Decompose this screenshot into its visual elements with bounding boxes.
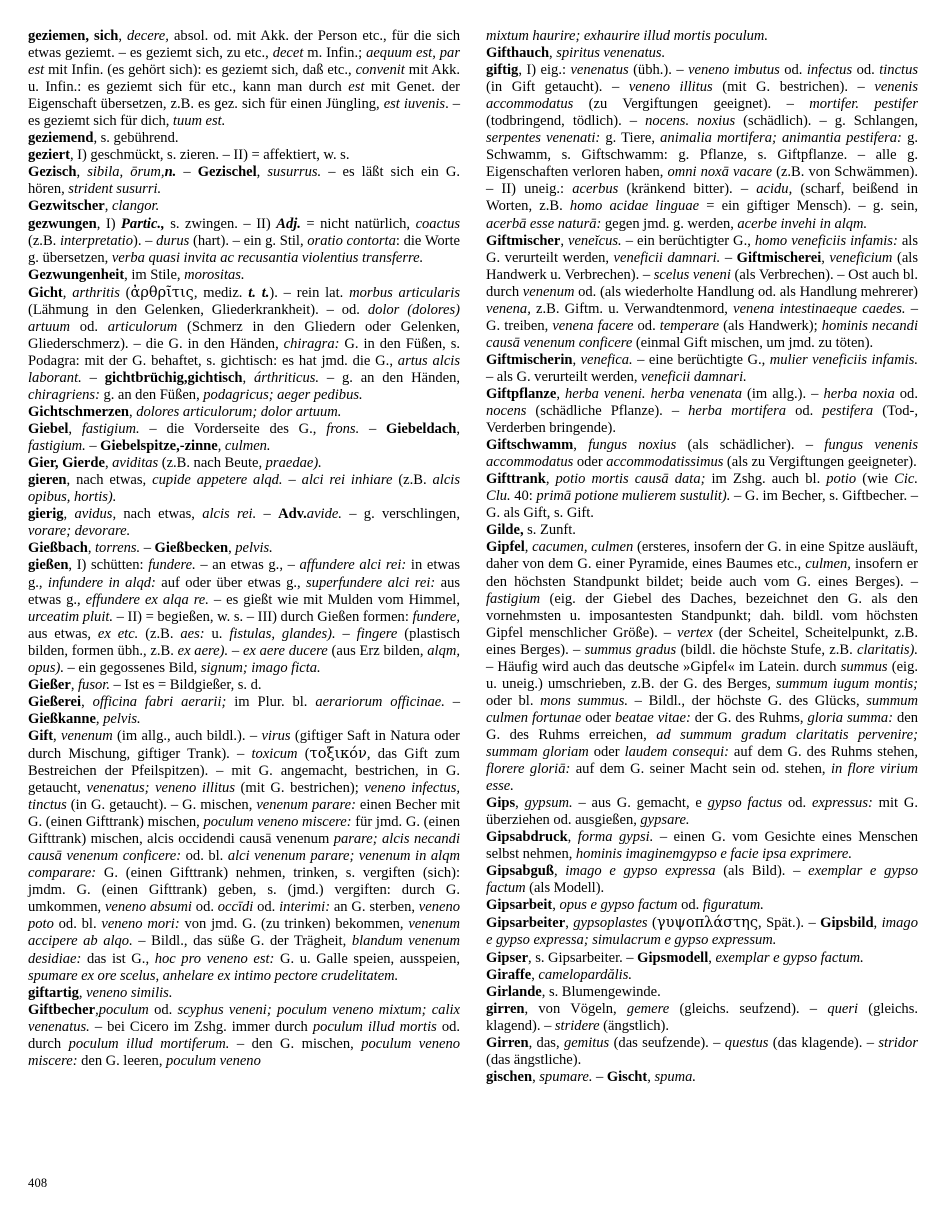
dictionary-entry: Gilde, s. Zunft. <box>486 522 576 539</box>
dictionary-entry: Gichtschmerzen, dolores articulorum; dolor artuum. <box>28 404 342 421</box>
page-columns <box>28 28 919 1086</box>
dictionary-entry: gischen, spumare. – Gischt, spuma. <box>486 1068 697 1085</box>
dictionary-entry: Gipsabdruck, forma gypsi. – einen G. vom Gesichte eines Menschen selbst nehmen, hominis imaginemgypso e facie ipsa exprimere. <box>486 829 918 863</box>
dictionary-entry: Girlande, s. Blumengewinde. <box>486 983 661 1000</box>
dictionary-entry: Gipsarbeiter, gypsoplastes (γυψοπλάστης, Spät.). – Gipsbild, imago e gypso expressa; simulacrum e gypso expressum. <box>486 914 918 949</box>
dictionary-entry: Giftmischerin, venefica. – eine berüchtigte G., mulier veneficiis infamis. – als G. verurteilt werden, veneficii damnari. <box>486 351 918 385</box>
dictionary-entry: Gezisch, sibila, ōrum,n. – Gezischel, susurrus. – es läßt sich ein G. hören, strident susurri. <box>28 164 460 198</box>
dictionary-entry: giftig, I) eig.: venenatus (übh.). – veneno imbutus od. infectus od. tinctus (in Gift getaucht). – veneno illitus (mit G. bestrichen). – venenis accommodatus (zu Vergiftungen geeignet). – mortifer. pestifer (todbringend, tödlich). – nocens. noxius (schädlich). – g. Schlangen, serpentes venenati: g. Tiere, animalia mortifera; animantia pestifera: g. Schwamm, s. Giftschwamm: g. Pflanze, s. Giftpflanze. – alle g. Eigenschaften verloren haben, omni noxā vacare (z.B. von Schwämmen). – II) uneig.: acerbus (kränkend bitter). – acidu, (scharf, beißend in Worten, z.B. homo acidae linguae = ein giftiger Mensch). – g. sein, acerbā esse naturā: gegen jmd. g. werden, acerbe invehi in alqm. <box>486 62 919 232</box>
dictionary-entry: Gier, Gierde, aviditas (z.B. nach Beute, praedae). <box>28 455 322 472</box>
dictionary-entry: Gipfel, cacumen, culmen (ersteres, insofern der G. in eine Spitze ausläuft, daher von dem G. einer Pyramide, eines Baumes etc., culmen, insofern er den höchsten Standpunkt bildet; beide auch vom G. eines Berges). – fastigium (eig. der Giebel des Daches, bezeichnet den G. als den vornehmsten u. imposantesten Standpunkt; dah. bildl. vom höchsten Gipfel menschlicher Größe). – vertex (der Scheitel, Scheitelpunkt, z.B. eines Berges). – summus gradus (bildl. die höchste Stufe, z.B. claritatis). – Häufig wird auch das deutsche »Gipfel« im Latein. durch summus (eig. u. uneig.) umschrieben, z.B. der G. des Berges, summum iugum montis; oder bl. mons summus. – Bildl., der höchste G. des Glücks, summum culmen fortunae oder beatae vitae: der G. des Ruhms, gloria summa: den G. des Ruhms erreichen, ad summum gradum claritatis pervenire; summam gloriam oder laudem consequi: auf dem G. des Ruhms stehen, florere gloriā: auf dem G. seiner Macht sein od. stehen, in flore virium esse. <box>486 539 919 795</box>
dictionary-entry: Giraffe, camelopardălis. <box>486 966 633 983</box>
dictionary-entry: mixtum haurire; exhaurire illud mortis poculum. <box>486 28 769 44</box>
dictionary-entry: geziemen, sich, decere, absol. od. mit Akk. der Person etc., für die sich etwas geziemt. – es geziemt sich, zu etc., decet m. Infin.; aequum est, par est mit Infin. (es gehört sich): es geziemt sich, daß etc., convenit mit Akk. u. Infin.: es geziemt sich für etc., kann man durch est mit Genet. der Eigenschaft übersetzen, z.B. es gez. sich für einen Jüngling, est iuvenis. – es geziemt sich für dich, tuum est. <box>28 28 461 130</box>
dictionary-entry: gierig, avidus, nach etwas, alcis rei. – Adv.avide. – g. verschlingen, vorare; devorare. <box>28 506 460 540</box>
dictionary-entry: Gifthauch, spiritus venenatus. <box>486 45 666 62</box>
dictionary-entry: Gießerei, officina fabri aerarii; im Plur. bl. aerariorum officinae. – Gießkanne, pelvis. <box>28 693 461 727</box>
dictionary-entry: Gießer, fusor. – Ist es = Bildgießer, s. d. <box>28 676 262 693</box>
dictionary-entry: Gipsabguß, imago e gypso expressa (als Bild). – exemplar e gypso factum (als Modell). <box>486 863 919 897</box>
left-column <box>28 28 460 1070</box>
dictionary-entry: Gipsarbeit, opus e gypso factum od. figuratum. <box>486 897 764 914</box>
dictionary-entry: Girren, das, gemitus (das seufzende). – questus (das klagende). – stridor (das ängstliche). <box>486 1034 918 1068</box>
dictionary-entry: Gipser, s. Gipsarbeiter. – Gipsmodell, exemplar e gypso factum. <box>486 949 864 966</box>
dictionary-entry: gieren, nach etwas, cupide appetere alqd. – alci rei inhiare (z.B. alcis opibus, hortis). <box>28 472 460 506</box>
dictionary-entry: Giftbecher,poculum od. scyphus veneni; poculum veneno mixtum; calix venenatus. – bei Cicero im Zshg. immer durch poculum illud mortis od. durch poculum illud mortiferum. – den G. mischen, poculum veneno miscere: den G. leeren, poculum veneno <box>28 1001 460 1069</box>
dictionary-entry: gezwungen, I) Partic., s. zwingen. – II) Adj. = nicht natürlich, coactus (z.B. interpretatio). – durus (hart). – ein g. Stil, oratio contorta: die Worte g. übersetzen, verba quasi invita ac recusantia violentius transferre. <box>28 215 460 266</box>
dictionary-entry: Gifttrank, potio mortis causā data; im Zshg. auch bl. potio (wie Cic. Clu. 40: primā potione mulierem sustulit). – G. im Becher, s. Giftbecher. – G. als Gift, s. Gift. <box>486 471 919 522</box>
dictionary-entry: gießen, I) schütten: fundere. – an etwas g., – affundere alci rei: in etwas g., infundere in alqd: auf oder über etwas g., superfundere alci rei: aus etwas g., effundere ex alqa re. – es gießt wie mit Mulden vom Himmel, urceatim pluit. – II) = begießen, w. s. – III) durch Gießen formen: fundere, aus etwas, ex etc. (z.B. aes: u. fistulas, glandes). – fingere (plastisch bilden, formen übh., z.B. ex aere). – ex aere ducere (aus Erz bilden, alqm, opus). – ein gegossenes Bild, signum; imago ficta. <box>28 557 461 676</box>
dictionary-entry: Giftschwamm, fungus noxius (als schädlicher). – fungus venenis accommodatus oder accommodatissimus (als zu Vergiftungen geeigneter). <box>486 437 918 471</box>
dictionary-entry: Gezwitscher, clangor. <box>28 198 160 215</box>
dictionary-entry: Gift, venenum (im allg., auch bildl.). – virus (giftiger Saft in Natura oder durch Mischung, giftiger Trank). – toxicum (τοξικόν, das Gift zum Bestreichen der Pfeilspitzen). – mit G. angemacht, bestrichen, in G. getaucht, venenatus; veneno illitus (mit G. bestrichen); veneno infectus, tinctus (in G. getaucht). – G. mischen, venenum parare: einen Becher mit G. (einen Gifttrank) mischen, poculum veneno miscere: für jmd. G. (einen Gifttrank) mischen, alcis occidendi causā venenum parare; alcis necandi causā venenum conficere: od. bl. alci venenum parare; venenum in alqm comparare: G. (einen Gifttrank) nehmen, trinken, s. vergiften (sich): jmdm. G. (einen Gifttrank) geben, s. (jmd.) vergiften: durch G. umkommen, veneno absumi od. occīdi od. interimi: an G. sterben, veneno poto od. bl. veneno mori: von jmd. G. (zu trinken) bekommen, venenum accipere ab alqo. – Bildl., das süße G. der Trägheit, blandum venenum desidiae: das ist G., hoc pro veneno est: G. u. Galle speien, ausspeien, spumare ex ore scelus, anhelare ex intimo pectore crudelitatem. <box>28 727 461 984</box>
dictionary-entry: Gießbach, torrens. – Gießbecken, pelvis. <box>28 540 273 557</box>
dictionary-entry: Gips, gypsum. – aus G. gemacht, e gypso factus od. expressus: mit G. überziehen od. ausgießen, gypsare. <box>486 795 918 829</box>
dictionary-entry: Gicht, arthritis (ἀρθρῖτις, mediz. t. t.). – rein lat. morbus articularis (Lähmung in den Gelenken, Gliederkrankheit). – od. dolor (dolores) artuum od. articulorum (Schmerz in den Gliedern oder Gelenken, Gliederschmerz). – die G. in den Händen, chiragra: G. in den Füßen, s. Podagra: mit der G. behaftet, s. gichtisch: es hat jmd. die G., artus alcis laborant. – gichtbrüchig,gichtisch, árthriticus. – g. an den Händen, chiragriens: g. an den Füßen, podagricus; aeger pedibus. <box>28 283 461 403</box>
dictionary-entry: Giebel, fastigium. – die Vorderseite des G., frons. – Giebeldach, fastigium. – Giebelspitze,-zinne, culmen. <box>28 421 460 455</box>
right-column <box>486 28 918 1086</box>
dictionary-entry: geziert, I) geschmückt, s. zieren. – II) = affektiert, w. s. <box>28 147 350 164</box>
dictionary-entry: girren, von Vögeln, gemere (gleichs. seufzend). – queri (gleichs. klagend). – stridere (ängstlich). <box>486 1000 918 1034</box>
page-number: 408 <box>28 1176 48 1190</box>
dictionary-entry: giftartig, veneno similis. <box>28 984 173 1001</box>
dictionary-entry: Giftmischer, veneĭcus. – ein berüchtigter G., homo veneficiis infamis: als G. verurteilt werden, veneficii damnari. – Giftmischerei, veneficium (als Handwerk u. Verbrechen). – scelus veneni (als Verbrechen). – Ost auch bl. durch venenum od. (als wiederholte Handlung od. als Handlung mehrerer) venena, z.B. Giftm. u. Verwandtenmord, venena intestinaeque caedes. – G. treiben, venena facere od. temperare (als Handwerk); hominis necandi causā venenum conficere (einmal Gift mischen, um jmd. zu töten). <box>486 232 919 351</box>
dictionary-entry: geziemend, s. gebührend. <box>28 130 179 147</box>
dictionary-entry: Gezwungenheit, im Stile, morositas. <box>28 266 245 283</box>
dictionary-entry: Giftpflanze, herba veneni. herba venenata (im allg.). – herba noxia od. nocens (schädliche Pflanze). – herba mortifera od. pestifera (Tod-, Verderben bringende). <box>486 385 918 437</box>
